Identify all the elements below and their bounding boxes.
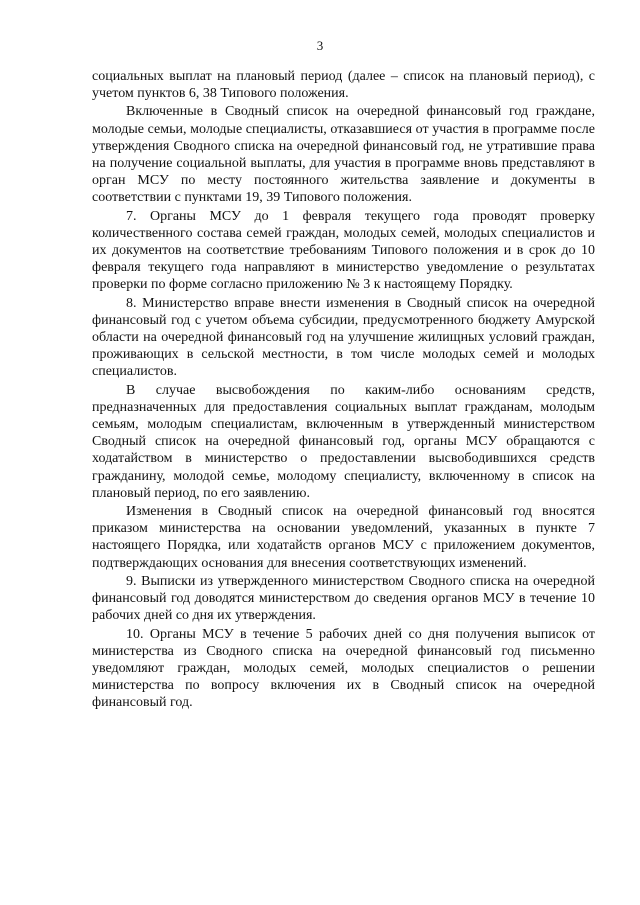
paragraph-item-9: 9. Выписки из утвержденного министерством Сводного списка на очередной финансовый год доводятся министерством до сведения органов МСУ в течение 10 рабочих дней со дня их утверждения. [92, 573, 595, 624]
page-number: 3 [316, 38, 324, 53]
paragraph-item-8: 8. Министерство вправе внести изменения в Сводный список на очередной финансовый год с учетом объема субсидии, предусмотренного бюджету Амурской области на очередной финансовый год на улучшение жилищных условий граждан, проживающих в сельской местности, в том числе молодых семей и молодых специалистов. [92, 295, 595, 380]
paragraph-changes-order: Изменения в Сводный список на очередной финансовый год вносятся приказом министерства на основании уведомлений, указанных в пункте 7 настоящего Порядка, или ходатайств органов МСУ с приложением документов, подтверждающих основания для внесения соответствующих изменений. [92, 504, 595, 571]
paragraph-item-7: 7. Органы МСУ до 1 февраля текущего года проводят проверку количественного состава семей граждан, молодых семей, молодых специалистов и их документов на соответствие требованиям Типового положения и в срок до 10 февраля текущего года направляют в министерство уведомление о результатах проверки по форме согласно приложению № 3 к настоящему Порядку. [92, 208, 595, 293]
paragraph-intro-continuation: социальных выплат на плановый период (далее – список на плановый период), с учетом пунктов 6, 38 Типового положения. [92, 69, 595, 102]
paragraph-reapplication: Включенные в Сводный список на очередной финансовый год граждане, молодые семьи, молодые специалисты, отказавшиеся от участия в программе после утверждения Сводного списка на очередной финансовый год, не утратившие права на получение социальной выплаты, для участия в программе вновь представляют в орган МСУ по месту постоянного жительства заявление и документы в соответствии с пунктами 19, 39 Типового положения. [92, 104, 595, 206]
document-body [92, 68, 595, 713]
paragraph-item-10: 10. Органы МСУ в течение 5 рабочих дней со дня получения выписок от министерства из Сводного списка на очередной финансовый год письменно уведомляют граждан, молодых семей, молодых специалистов о решении министерства по вопросу включения их в Сводный список на очередной финансовый год. [92, 626, 595, 711]
paragraph-released-funds: В случае высвобождения по каким-либо основаниям средств, предназначенных для предоставления социальных выплат гражданам, молодым семьям, молодым специалистам, включенным в утвержденный министерством Сводный список на очередной финансовый год, органы МСУ обращаются с ходатайством в министерство о предоставлении высвободившихся средств гражданину, молодой семье, молодому специалисту, включенному в список на плановый период, по его заявлению. [92, 382, 595, 501]
